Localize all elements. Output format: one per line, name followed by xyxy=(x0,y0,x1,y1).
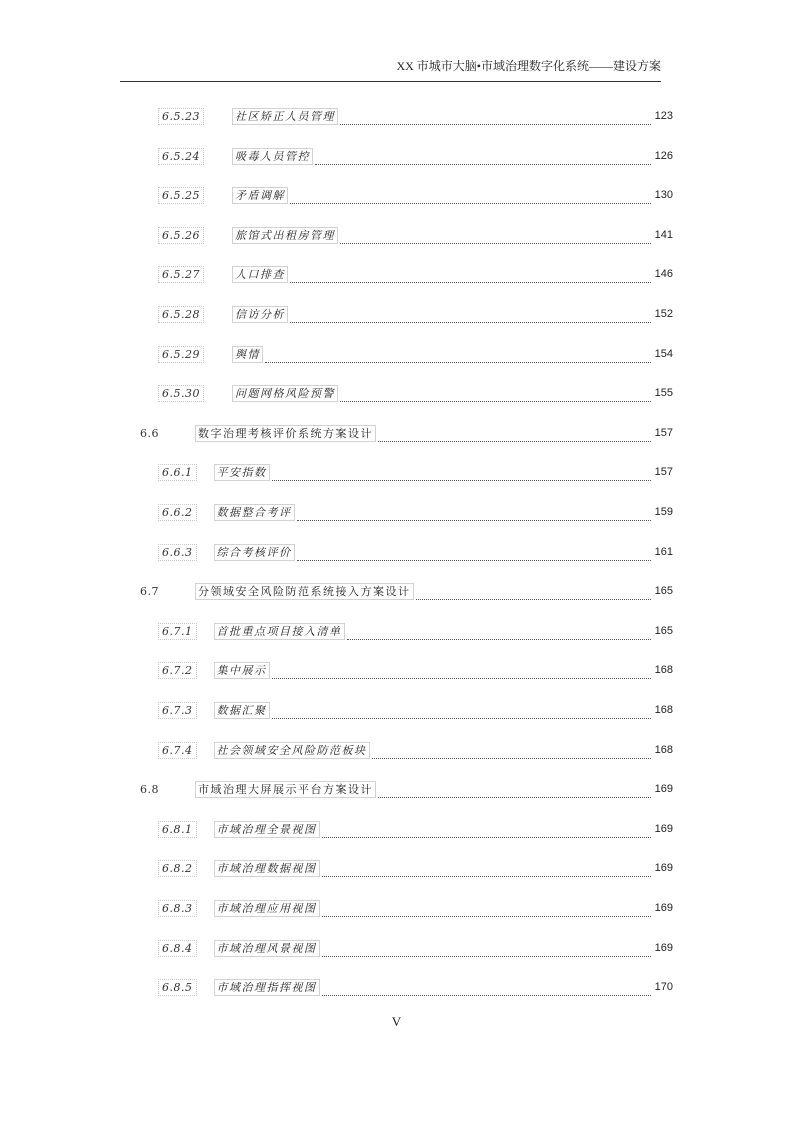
toc-entry-number: 6.5.30 xyxy=(158,385,204,402)
toc-entry[interactable] xyxy=(139,581,673,601)
toc-entry-page[interactable]: 155 xyxy=(654,387,673,399)
toc-leader-dots xyxy=(297,510,652,521)
toc-entry-number: 6.8 xyxy=(140,782,159,796)
toc-entry-title[interactable]: 矛盾调解 xyxy=(232,187,288,204)
toc-leader-dots xyxy=(322,866,652,877)
toc-leader-dots xyxy=(347,629,652,640)
toc-entry-title[interactable]: 市域治理风景视图 xyxy=(214,940,320,957)
toc-entry[interactable] xyxy=(158,700,673,720)
toc-leader-dots xyxy=(272,668,652,679)
toc-entry-page[interactable]: 161 xyxy=(654,546,673,558)
toc-entry-number: 6.8.5 xyxy=(158,979,197,996)
toc-entry[interactable] xyxy=(158,264,673,284)
toc-entry-page[interactable]: 146 xyxy=(654,268,673,280)
toc-entry-title[interactable]: 集中展示 xyxy=(214,662,270,679)
toc-leader-dots xyxy=(322,985,652,996)
toc-entry[interactable] xyxy=(158,185,673,205)
toc-leader-dots xyxy=(322,906,652,917)
toc-entry-page[interactable]: 159 xyxy=(654,506,673,518)
toc-entry-number: 6.8.2 xyxy=(158,860,197,877)
toc-entry-number: 6.7.1 xyxy=(158,623,197,640)
toc-entry[interactable] xyxy=(158,106,673,126)
toc-entry-number: 6.5.28 xyxy=(158,306,204,323)
toc-leader-dots xyxy=(378,431,651,442)
toc-entry-title[interactable]: 问题网格风险预警 xyxy=(232,385,338,402)
toc-entry-title[interactable]: 市域治理全景视图 xyxy=(214,821,320,838)
toc-leader-dots xyxy=(340,233,651,244)
toc-entry-page[interactable]: 165 xyxy=(654,585,673,597)
toc-entry-title[interactable]: 旅馆式出租房管理 xyxy=(232,227,338,244)
toc-entry-number: 6.8.3 xyxy=(158,900,197,917)
toc-entry-number: 6.6 xyxy=(140,426,159,440)
document-title: XX 市城市大脑•市域治理数字化系统——建设方案 xyxy=(396,59,661,73)
toc-entry-page[interactable]: 130 xyxy=(654,189,673,201)
toc-entry-number: 6.7.3 xyxy=(158,702,197,719)
toc-entry-title[interactable]: 信访分析 xyxy=(232,306,288,323)
toc-entry-number: 6.8.4 xyxy=(158,940,197,957)
toc-entry-page[interactable]: 157 xyxy=(654,427,673,439)
toc-entry[interactable] xyxy=(158,819,673,839)
toc-entry-page[interactable]: 169 xyxy=(654,862,673,874)
toc-entry-title[interactable]: 舆情 xyxy=(232,346,263,363)
toc-leader-dots xyxy=(272,470,652,481)
toc-entry-title[interactable]: 市域治理数据视图 xyxy=(214,860,320,877)
toc-entry-title[interactable]: 社会领域安全风险防范板块 xyxy=(214,742,370,759)
toc-leader-dots xyxy=(322,946,652,957)
toc-entry-page[interactable]: 169 xyxy=(654,783,673,795)
toc-entry-page[interactable]: 123 xyxy=(654,110,673,122)
toc-entry-title[interactable]: 市域治理指挥视图 xyxy=(214,979,320,996)
toc-leader-dots xyxy=(297,550,652,561)
toc-entry-number: 6.7.2 xyxy=(158,662,197,679)
toc-entry-title[interactable]: 社区矫正人员管理 xyxy=(232,108,338,125)
toc-entry[interactable] xyxy=(158,304,673,324)
toc-entry-number: 6.5.26 xyxy=(158,227,204,244)
toc-entry-title[interactable]: 吸毒人员管控 xyxy=(232,148,313,165)
toc-leader-dots xyxy=(290,193,651,204)
toc-entry[interactable] xyxy=(158,740,673,760)
toc-entry[interactable] xyxy=(158,977,673,997)
toc-entry-number: 6.6.1 xyxy=(158,464,197,481)
toc-leader-dots xyxy=(416,589,652,600)
toc-entry[interactable] xyxy=(158,898,673,918)
toc-leader-dots xyxy=(322,827,652,838)
toc-entry[interactable] xyxy=(158,225,673,245)
toc-entry[interactable] xyxy=(158,462,673,482)
toc-entry-page[interactable]: 169 xyxy=(654,823,673,835)
toc-entry-number: 6.7.4 xyxy=(158,742,197,759)
toc-entry[interactable] xyxy=(158,858,673,878)
toc-entry-title[interactable]: 数据整合考评 xyxy=(214,504,295,521)
toc-entry-number: 6.6.3 xyxy=(158,544,197,561)
toc-leader-dots xyxy=(340,391,651,402)
toc-leader-dots xyxy=(378,787,651,798)
toc-entry[interactable] xyxy=(158,383,673,403)
toc-entry-number: 6.5.27 xyxy=(158,266,204,283)
toc-entry-page[interactable]: 168 xyxy=(654,704,673,716)
toc-entry[interactable] xyxy=(158,938,673,958)
toc-entry-title[interactable]: 市域治理大屏展示平台方案设计 xyxy=(195,781,376,798)
toc-entry-title[interactable]: 人口排查 xyxy=(232,266,288,283)
toc-entry-title[interactable]: 首批重点项目接入清单 xyxy=(214,623,345,640)
toc-leader-dots xyxy=(290,272,651,283)
toc-entry-title[interactable]: 平安指数 xyxy=(214,464,270,481)
toc-entry-page[interactable]: 169 xyxy=(654,942,673,954)
toc-entry-page[interactable]: 169 xyxy=(654,902,673,914)
toc-entry-page[interactable]: 165 xyxy=(654,625,673,637)
toc-entry-number: 6.5.25 xyxy=(158,187,204,204)
toc-entry[interactable] xyxy=(139,779,673,799)
toc-entry-page[interactable]: 168 xyxy=(654,664,673,676)
toc-entry-number: 6.8.1 xyxy=(158,821,197,838)
toc-leader-dots xyxy=(315,154,651,165)
toc-leader-dots xyxy=(372,748,652,759)
toc-entry[interactable] xyxy=(158,660,673,680)
toc-entry-number: 6.5.29 xyxy=(158,346,204,363)
toc-leader-dots xyxy=(340,114,651,125)
toc-entry[interactable] xyxy=(158,621,673,641)
toc-entry-number: 6.6.2 xyxy=(158,504,197,521)
page-number: V xyxy=(391,1014,402,1029)
toc-entry-title[interactable]: 分领域安全风险防范系统接入方案设计 xyxy=(195,583,414,600)
toc-entry-page[interactable]: 141 xyxy=(654,229,673,241)
toc-leader-dots xyxy=(272,708,652,719)
toc-entry-page[interactable]: 157 xyxy=(654,466,673,478)
toc-entry-title[interactable]: 数据汇聚 xyxy=(214,702,270,719)
toc-entry-title[interactable]: 数字治理考核评价系统方案设计 xyxy=(195,425,376,442)
toc-entry-page[interactable]: 154 xyxy=(654,348,673,360)
toc-entry[interactable] xyxy=(158,542,673,562)
toc-entry[interactable] xyxy=(158,344,673,364)
toc-entry[interactable] xyxy=(158,502,673,522)
toc-entry-number: 6.7 xyxy=(140,584,159,598)
toc-entry-title[interactable]: 综合考核评价 xyxy=(214,544,295,561)
toc-entry-number: 6.5.23 xyxy=(158,108,204,125)
toc-entry-number: 6.5.24 xyxy=(158,148,204,165)
toc-entry-page[interactable]: 126 xyxy=(654,150,673,162)
toc-entry-page[interactable]: 152 xyxy=(654,308,673,320)
toc-entry[interactable] xyxy=(139,423,673,443)
toc-entry-page[interactable]: 170 xyxy=(654,981,673,993)
toc-entry[interactable] xyxy=(158,146,673,166)
toc-entry-page[interactable]: 168 xyxy=(654,744,673,756)
toc-entry-title[interactable]: 市域治理应用视图 xyxy=(214,900,320,917)
toc-leader-dots xyxy=(265,352,651,363)
toc-leader-dots xyxy=(290,312,651,323)
